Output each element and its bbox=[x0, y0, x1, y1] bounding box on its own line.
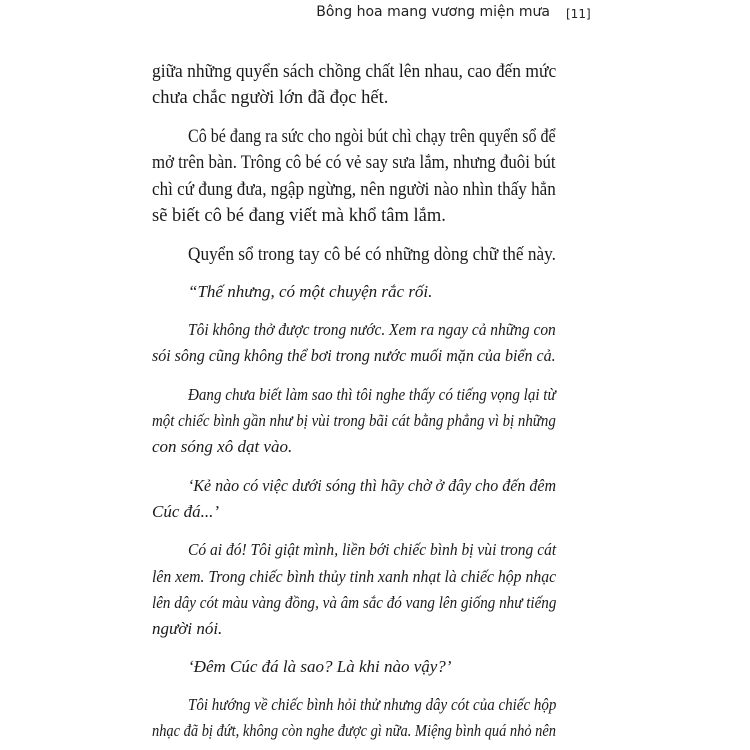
text-line: Quyển sổ trong tay cô bé có những dòng chữ thế này. bbox=[188, 245, 556, 265]
text-line: Đang chưa biết làm sao thì tôi nghe thấy có tiếng vọng lại từ bbox=[188, 385, 556, 404]
text-line: Tôi không thở được trong nước. Xem ra ngay cả những con bbox=[188, 320, 556, 339]
text-line: sẽ biết cô bé đang viết mà khổ tâm lắm. bbox=[152, 206, 446, 226]
text-line: Có ai đó! Tôi giật mình, liền bới chiếc bình bị vùi trong cát bbox=[188, 540, 557, 559]
text-line: mở trên bàn. Trông cô bé có vẻ say sưa lắm, nhưng đuôi bút bbox=[152, 153, 556, 173]
page-number: [11] bbox=[566, 7, 591, 21]
text-line: một chiếc bình gần như bị vùi trong bãi cát bằng phẳng vì bị những bbox=[152, 411, 556, 430]
text-line: Tôi hướng về chiếc bình hỏi thử nhưng dây cót của chiếc hộp bbox=[188, 695, 557, 714]
text-line: Cô bé đang ra sức cho ngòi bút chì chạy trên quyển sổ để bbox=[188, 127, 556, 147]
text-line: Cúc đá...’ bbox=[152, 502, 220, 521]
text-line: người nói. bbox=[152, 619, 223, 638]
text-line: con sóng xô dạt vào. bbox=[152, 437, 293, 456]
text-line: ‘Kẻ nào có việc dưới sóng thì hãy chờ ở đây cho đến đêm bbox=[188, 476, 557, 495]
text-line: lên dây cót màu vàng đồng, và âm sắc đó vang lên giống như tiếng bbox=[152, 593, 557, 612]
text-line: “Thế nhưng, có một chuyện rắc rối. bbox=[188, 282, 433, 301]
text-line: giữa những quyển sách chồng chất lên nhau, cao đến mức bbox=[152, 62, 557, 82]
text-line: nhạc đã bị đứt, không còn nghe được gì nữa. Miệng bình quá nhỏ nên bbox=[152, 721, 556, 740]
running-header-title: Bông hoa mang vương miện mưa bbox=[316, 4, 550, 20]
text-line: sói sông cũng không thể bơi trong nước muối mặn của biển cả. bbox=[152, 346, 556, 365]
text-line: ‘Đêm Cúc đá là sao? Là khi nào vậy?’ bbox=[188, 657, 452, 676]
text-line: chưa chắc người lớn đã đọc hết. bbox=[152, 88, 389, 108]
text-line: lên xem. Trong chiếc bình thủy tinh xanh nhạt là chiếc hộp nhạc bbox=[152, 567, 557, 586]
text-line: chì cứ đung đưa, ngập ngừng, nên người nào nhìn thấy hẳn bbox=[152, 180, 556, 200]
